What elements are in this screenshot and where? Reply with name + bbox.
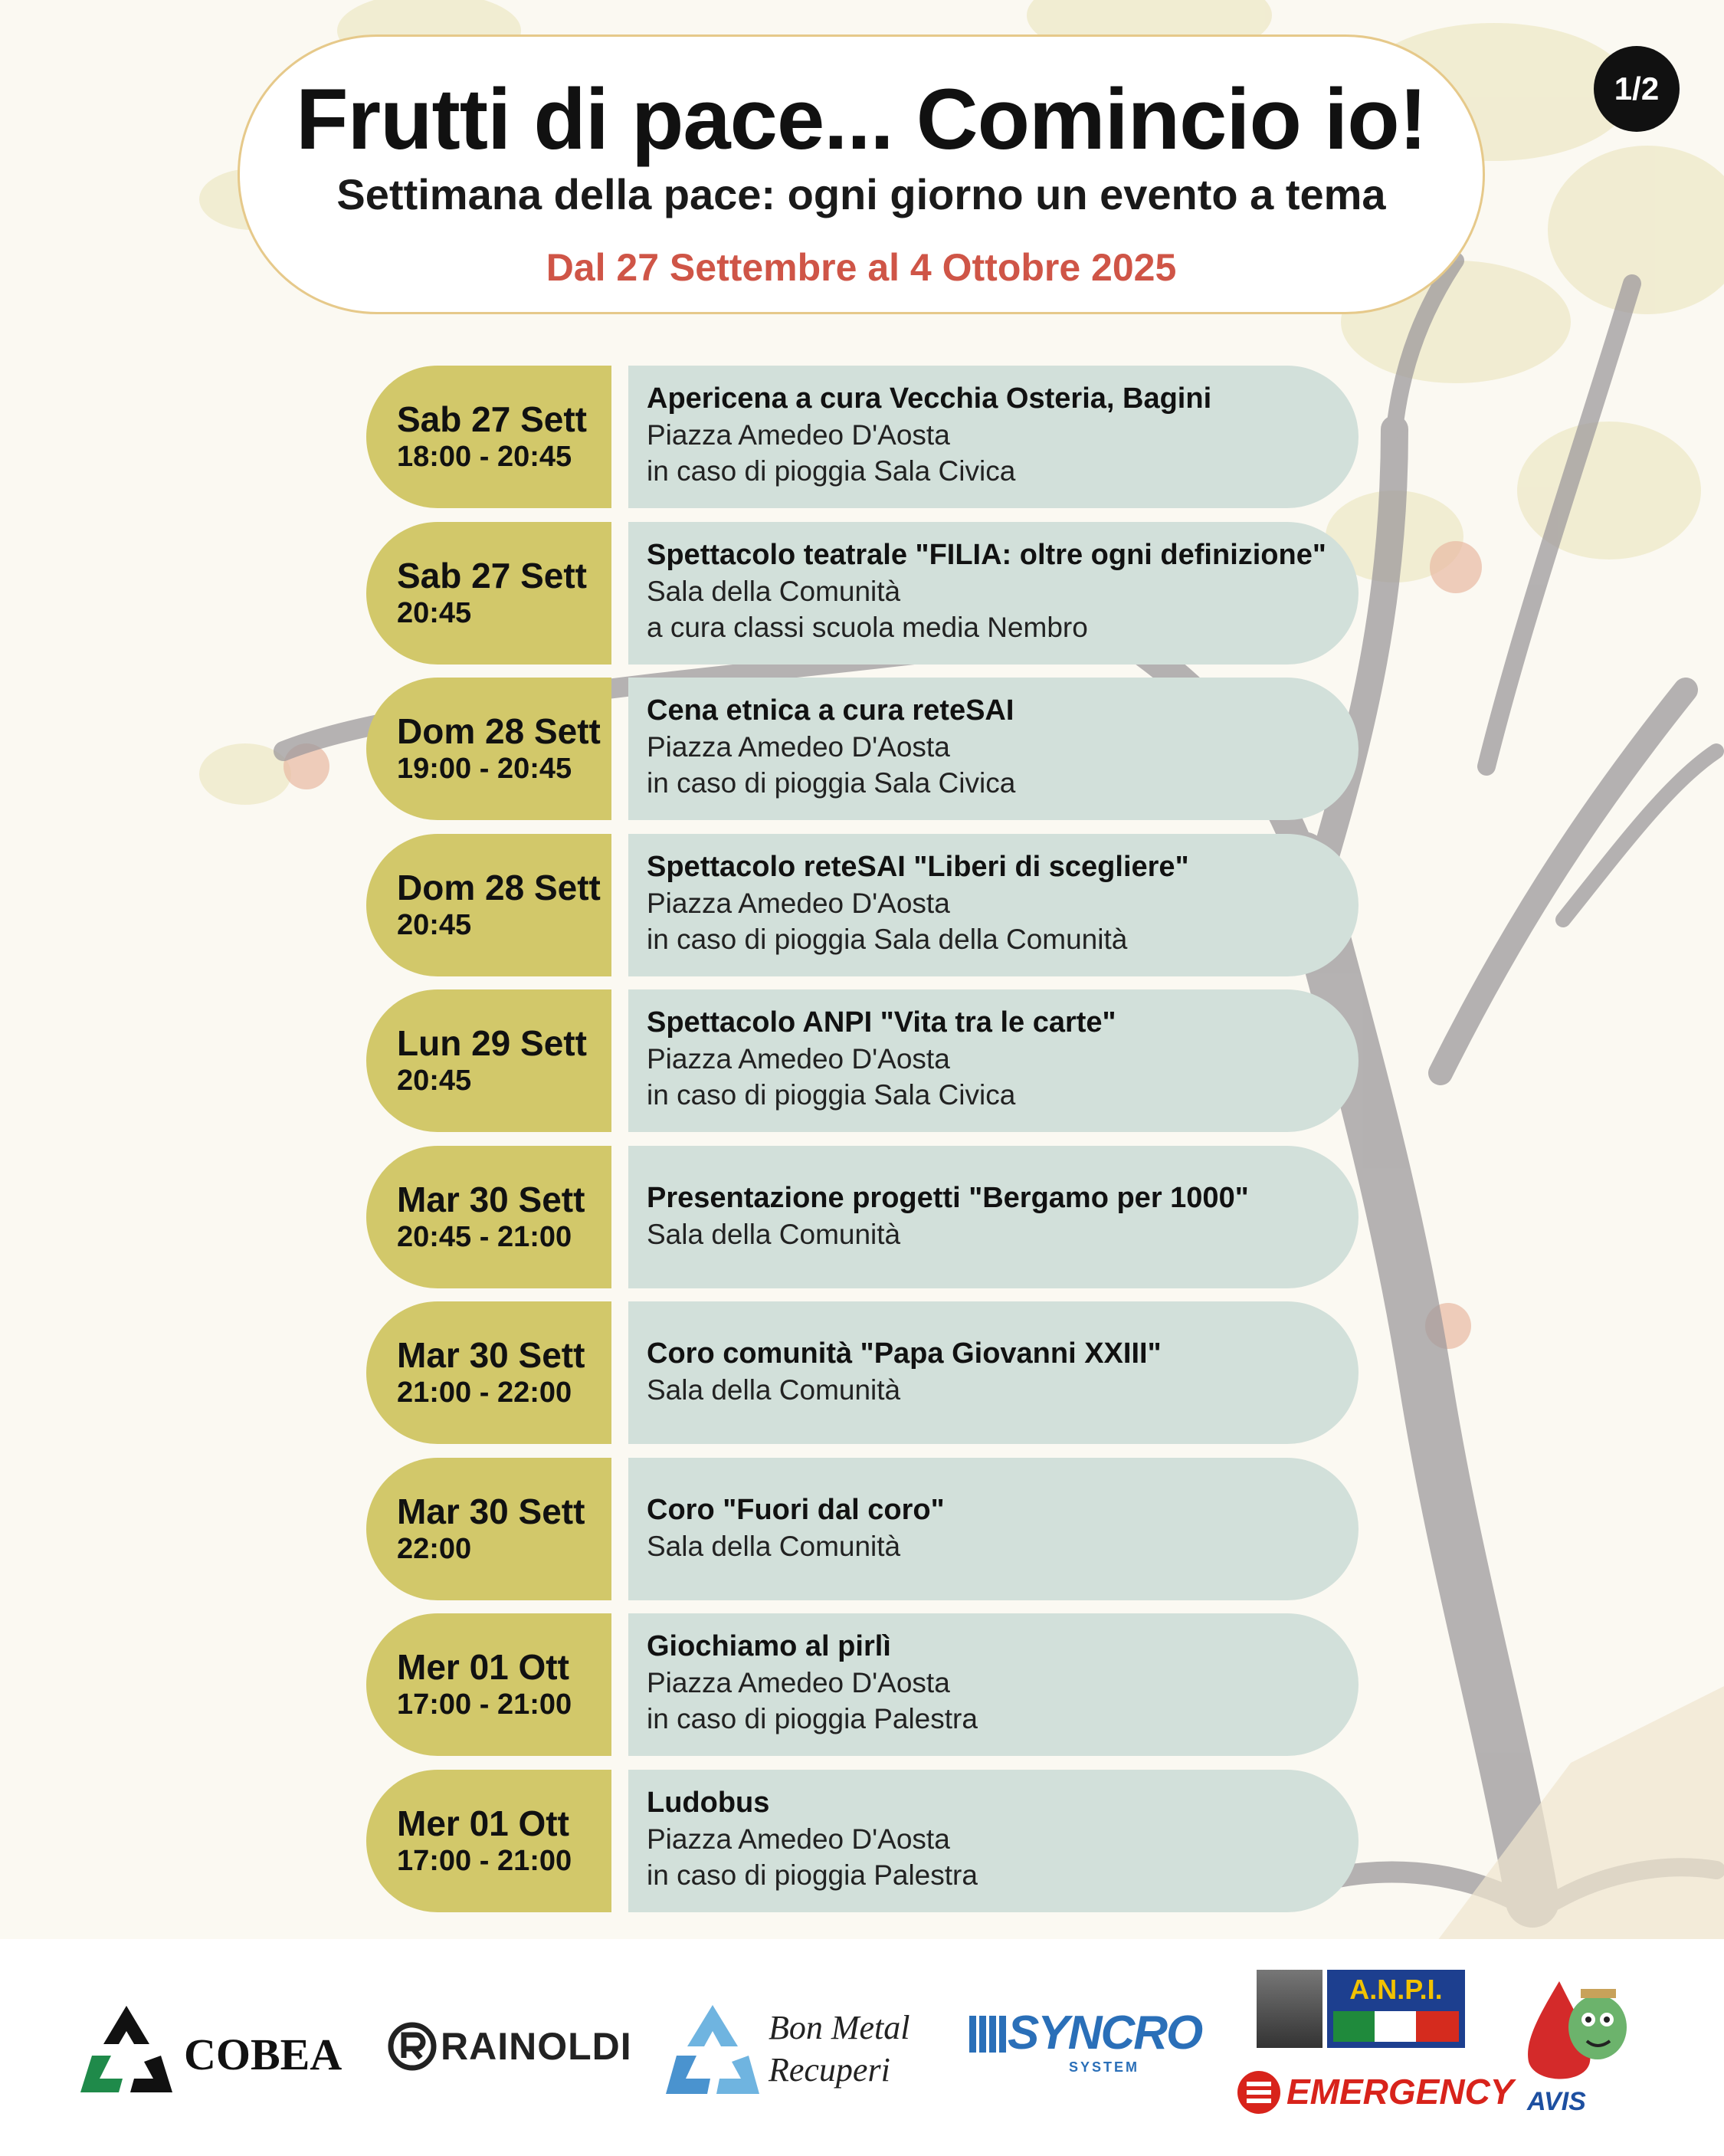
event-day: Sab 27 Sett (397, 399, 587, 439)
event-row (366, 1146, 1359, 1288)
event-row (366, 1770, 1359, 1912)
event-row (366, 522, 1359, 665)
event-day: Mar 30 Sett (397, 1180, 585, 1219)
event-title: Coro "Fuori dal coro" (647, 1494, 945, 1526)
rainoldi-logo (387, 2016, 632, 2077)
event-info-pill (628, 1770, 1359, 1912)
event-detail-line: in caso di pioggia Palestra (647, 1703, 978, 1734)
event-info-pill (628, 989, 1359, 1132)
event-day: Mer 01 Ott (397, 1803, 569, 1843)
event-detail-line: in caso di pioggia Sala Civica (647, 455, 1016, 487)
event-detail-line: in caso di pioggia Sala della Comunità (647, 924, 1128, 955)
event-info-pill (628, 1458, 1359, 1600)
event-detail-line: Sala della Comunità (647, 1374, 901, 1406)
event-date-pill (366, 1613, 611, 1756)
anpi-badge (1327, 1970, 1465, 2048)
event-time: 17:00 - 21:00 (397, 1688, 572, 1721)
emergency-label: EMERGENCY (1286, 2072, 1514, 2112)
anpi-label: A.N.P.I. (1349, 1974, 1443, 2005)
event-detail-line: in caso di pioggia Palestra (647, 1859, 978, 1891)
event-date-pill (366, 366, 611, 508)
event-title: Apericena a cura Vecchia Osteria, Bagini (647, 382, 1212, 415)
event-detail-line: Piazza Amedeo D'Aosta (647, 419, 950, 451)
event-detail-line: Sala della Comunità (647, 1219, 901, 1250)
event-date-pill (366, 1458, 611, 1600)
event-title: Presentazione progetti "Bergamo per 1000" (647, 1182, 1249, 1214)
sponsor-strip (0, 1939, 1724, 2156)
event-time: 21:00 - 22:00 (397, 1376, 572, 1409)
event-detail-line: in caso di pioggia Sala Civica (647, 1079, 1016, 1111)
event-day: Sab 27 Sett (397, 556, 587, 596)
header-banner (238, 34, 1485, 314)
event-row (366, 1458, 1359, 1600)
event-detail-line: a cura classi scuola media Nembro (647, 612, 1088, 643)
event-date-pill (366, 678, 611, 820)
event-detail-line: Sala della Comunità (647, 576, 901, 607)
avis-logo (1513, 1974, 1640, 2119)
bon-metal-logo (663, 1984, 939, 2110)
event-day: Lun 29 Sett (397, 1023, 587, 1063)
cobea-logo (77, 2002, 352, 2094)
event-time: 19:00 - 20:45 (397, 752, 572, 785)
event-time: 18:00 - 20:45 (397, 440, 572, 473)
event-title: Spettacolo ANPI "Vita tra le carte" (647, 1006, 1116, 1039)
event-day: Dom 28 Sett (397, 711, 601, 751)
event-date-pill (366, 522, 611, 665)
event-date-pill (366, 1301, 611, 1444)
event-detail-line: Piazza Amedeo D'Aosta (647, 1667, 950, 1698)
anpi-logo (1257, 1970, 1465, 2048)
event-info-pill (628, 1301, 1359, 1444)
event-row (366, 1613, 1359, 1756)
avis-label: AVIS (1527, 2087, 1586, 2116)
event-time: 20:45 (397, 908, 472, 941)
event-title: Cena etnica a cura reteSAI (647, 694, 1014, 727)
avis-mascot-icon (1513, 1974, 1640, 2089)
event-time: 20:45 - 21:00 (397, 1220, 572, 1253)
event-time: 20:45 (397, 596, 472, 629)
event-date-pill (366, 989, 611, 1132)
syncro-grid-icon (969, 2016, 1006, 2053)
event-day: Mar 30 Sett (397, 1335, 585, 1375)
event-detail-line: Piazza Amedeo D'Aosta (647, 1043, 950, 1075)
page-title: Frutti di pace... Comincio io! (296, 71, 1427, 167)
recycle-icon (77, 2002, 176, 2094)
event-time: 17:00 - 21:00 (397, 1844, 572, 1877)
event-title: Ludobus (647, 1787, 770, 1819)
event-day: Mar 30 Sett (397, 1491, 585, 1531)
event-day: Dom 28 Sett (397, 868, 601, 907)
event-title: Spettacolo teatrale "FILIA: oltre ogni definizione" (647, 539, 1326, 571)
event-info-pill (628, 834, 1359, 976)
event-date-pill (366, 1146, 611, 1288)
event-date-pill (366, 1770, 611, 1912)
event-info-pill (628, 678, 1359, 820)
event-info-pill (628, 522, 1359, 665)
rainoldi-label: RAINOLDI (441, 2025, 632, 2068)
page-subtitle: Settimana della pace: ogni giorno un evento a tema (336, 170, 1386, 218)
rainoldi-mark-icon (387, 2021, 438, 2072)
event-detail-line: Sala della Comunità (647, 1531, 901, 1562)
date-range: Dal 27 Settembre al 4 Ottobre 2025 (546, 246, 1177, 289)
cobea-label: COBEA (184, 2030, 343, 2079)
page-indicator-badge: 1/2 (1594, 46, 1680, 132)
syncro-logo (969, 2007, 1202, 2086)
emergency-logo (1237, 2068, 1514, 2122)
italian-flag-band (1333, 2011, 1459, 2042)
event-info-pill (628, 1146, 1359, 1288)
event-detail-line: in caso di pioggia Sala Civica (647, 767, 1016, 799)
event-info-pill (628, 366, 1359, 508)
event-title: Coro comunità "Papa Giovanni XXIII" (647, 1337, 1162, 1370)
event-detail-line: Piazza Amedeo D'Aosta (647, 888, 950, 919)
recycle-blue-icon (663, 1999, 762, 2099)
syncro-sub-label: SYSTEM (1069, 2059, 1140, 2075)
syncro-label: SYNCRO (1008, 2007, 1202, 2059)
event-detail-line: Piazza Amedeo D'Aosta (647, 1823, 950, 1855)
event-day: Mer 01 Ott (397, 1647, 569, 1687)
emergency-icon-bars (1247, 2082, 1271, 2103)
event-title: Spettacolo reteSAI "Liberi di scegliere" (647, 851, 1189, 883)
event-detail-line: Piazza Amedeo D'Aosta (647, 731, 950, 763)
event-row (366, 989, 1359, 1132)
event-row (366, 678, 1359, 820)
event-date-pill (366, 834, 611, 976)
event-row (366, 366, 1359, 508)
event-info-pill (628, 1613, 1359, 1756)
event-title: Giochiamo al pirlì (647, 1630, 891, 1662)
event-row (366, 1301, 1359, 1444)
event-time: 22:00 (397, 1532, 472, 1565)
portrait-photo (1257, 1970, 1322, 2048)
event-time: 20:45 (397, 1064, 472, 1097)
bon-metal-label: Bon Metal Recuperi (769, 2009, 910, 2089)
event-row (366, 834, 1359, 976)
